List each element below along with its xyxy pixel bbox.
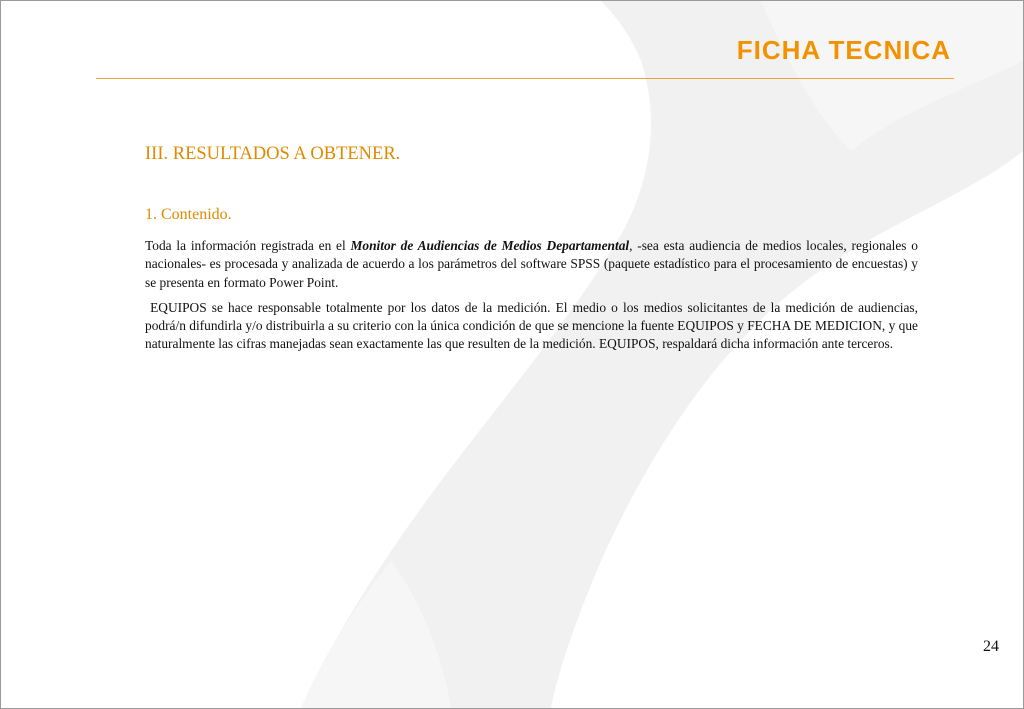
paragraph-1-emphasis: Monitor de Audiencias de Medios Departamental [350,238,630,253]
paragraph-1-end: , -sea esta audiencia de medios locales, regionales o nacionales- es procesada y analizada de acuerdo a los parámetros del software SPSS (paquete estadístico para el procesamiento de encuestas) y se presenta en formato Power Point. [145,238,918,290]
subsection-heading: 1. Contenido. [145,206,232,223]
paragraph-1-start: Toda la información registrada en el [145,238,351,253]
page-number: 24 [983,638,999,655]
slide-title: FICHA TECNICA [736,35,951,65]
paragraph-1 [145,237,918,292]
title-divider [96,78,954,79]
section-heading: III. RESULTADOS A OBTENER. [145,144,401,164]
body-text [145,237,922,361]
paragraph-2: EQUIPOS se hace responsable totalmente por los datos de la medición. El medio o los medios solicitantes de la medición de audiencias, podrá/n difundirla y/o distribuirla a su criterio con la única condición de que se mencione la fuente EQUIPOS y FECHA DE MEDICION, y que naturalmente las cifras manejadas sean exactamente las que resulten de la medición. EQUIPOS, respaldará dicha información ante terceros. [145,299,922,352]
